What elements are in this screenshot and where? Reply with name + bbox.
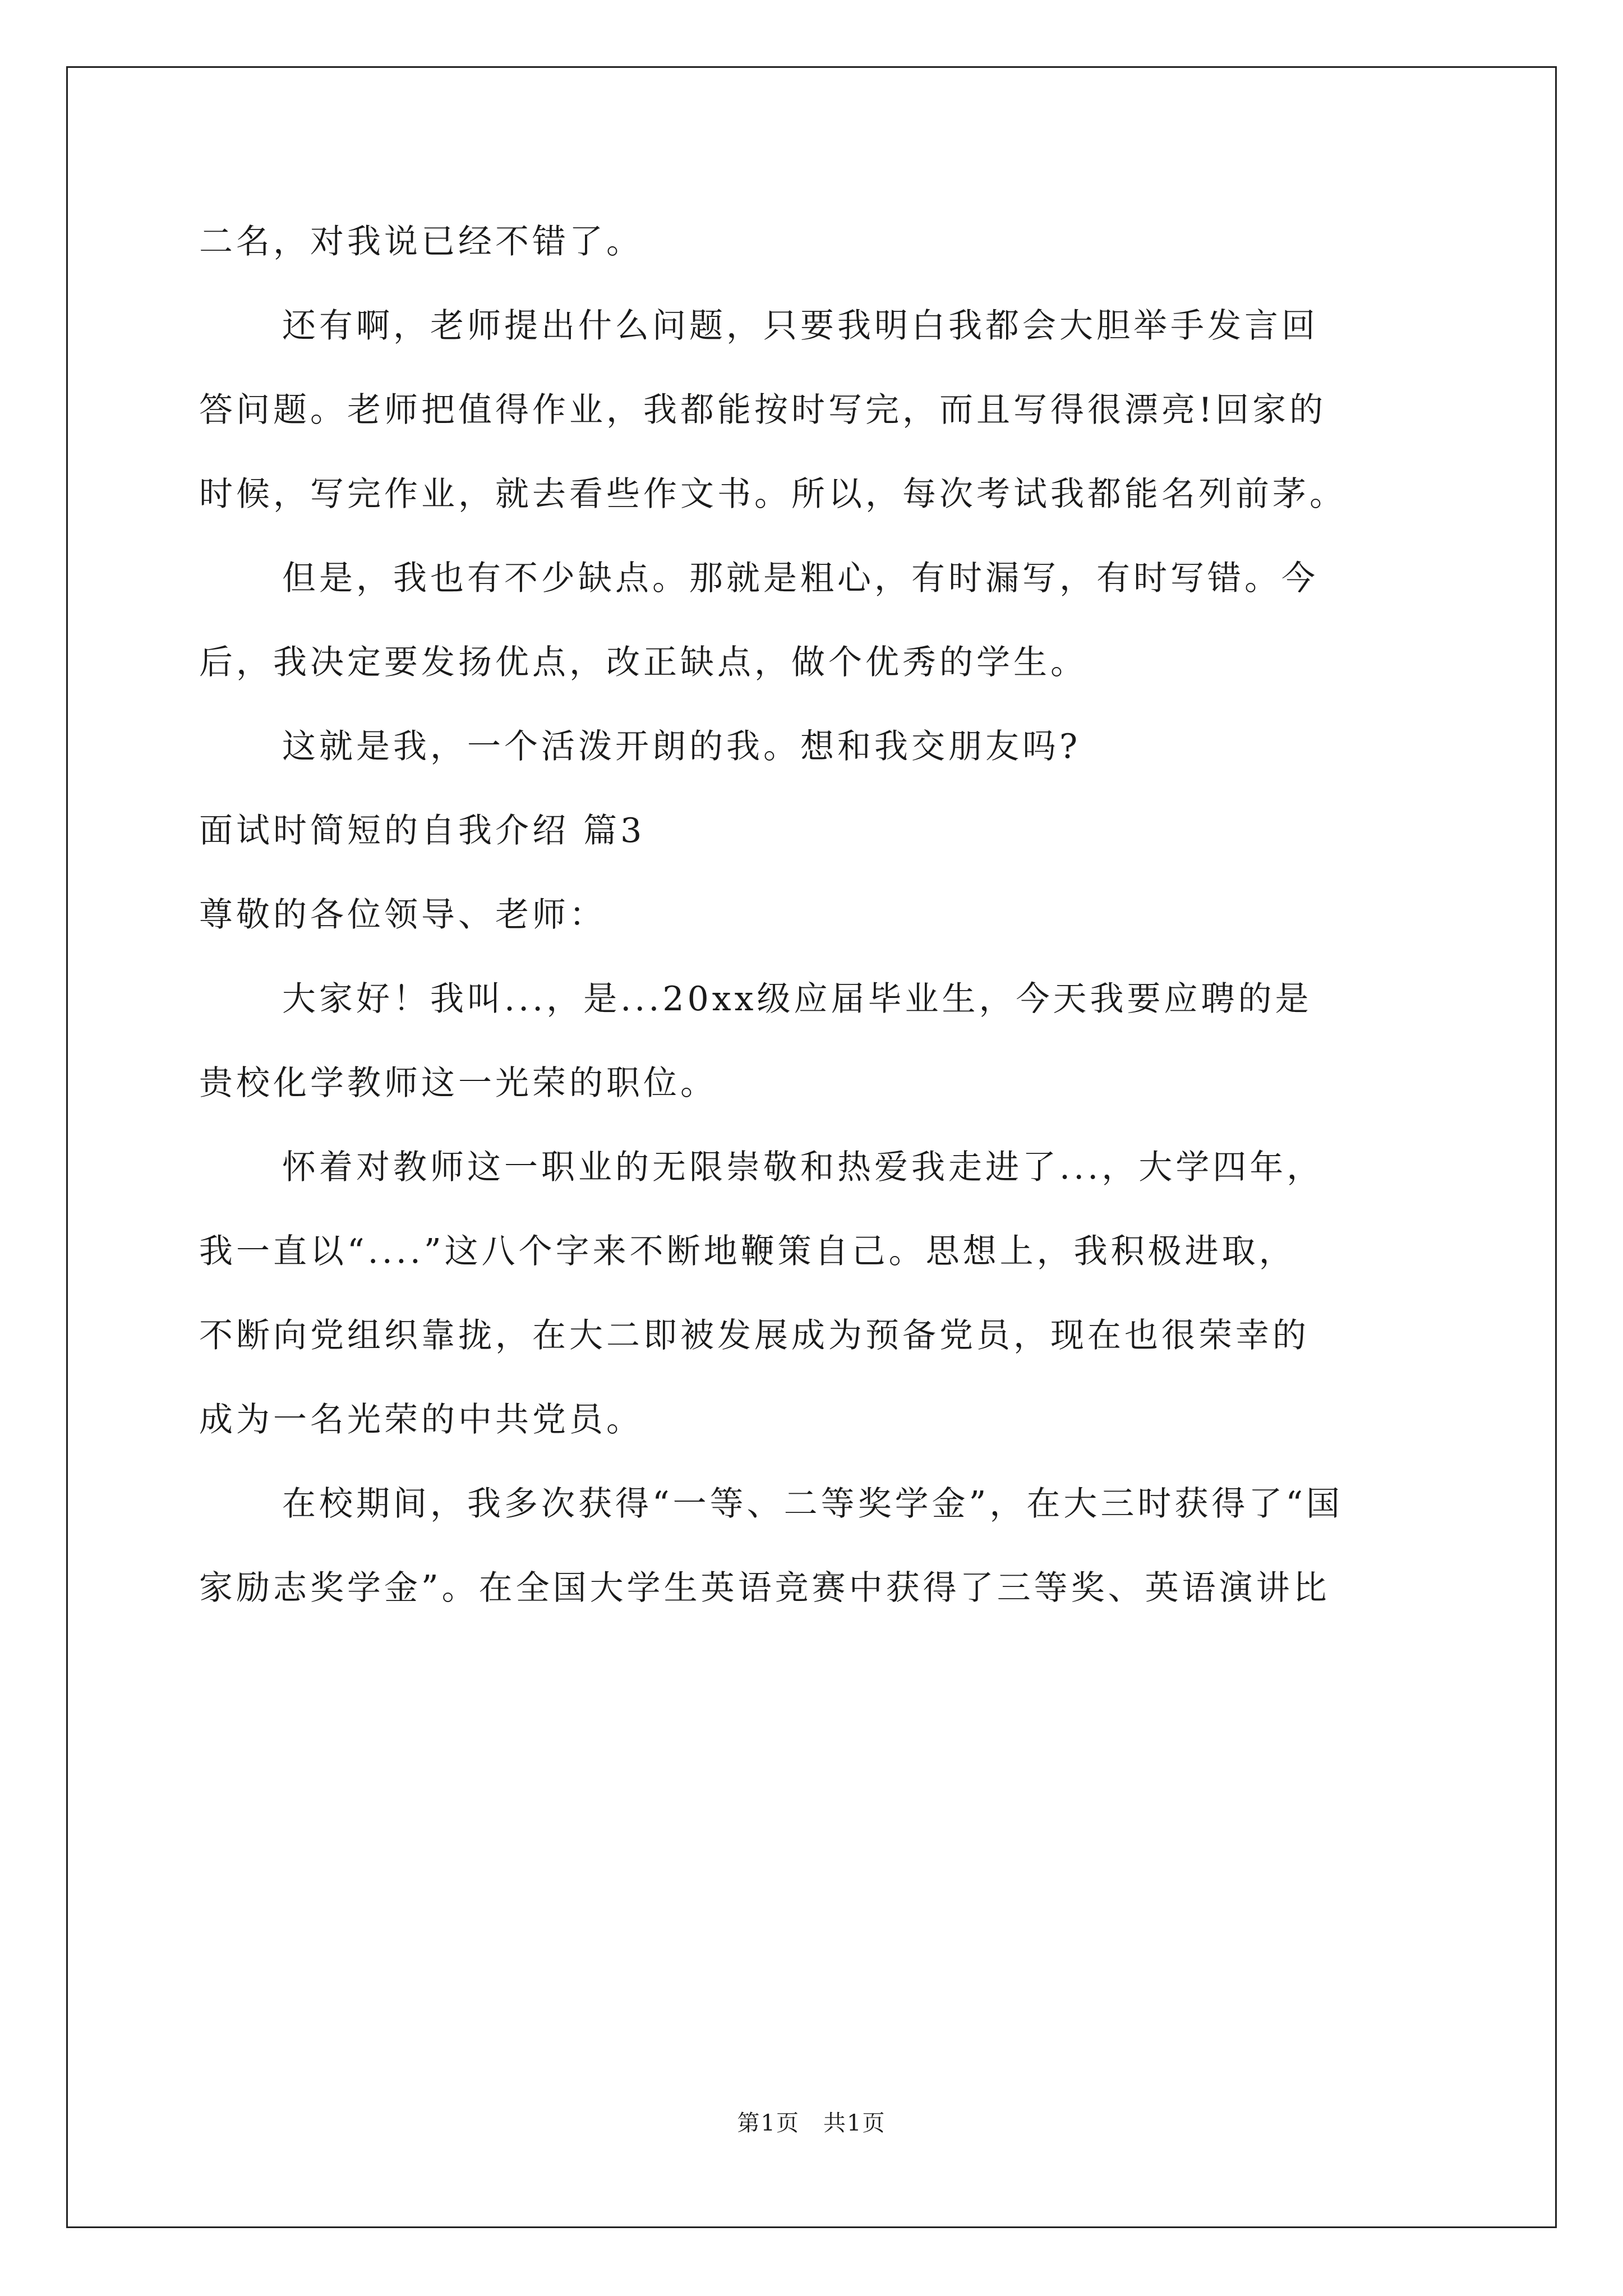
paragraph-1-line-1: 二名，对我说已经不错了。 (199, 222, 643, 261)
paragraph-2-line-2: 答问题。老师把值得作业，我都能按时写完，而且写得很漂亮!回家的 (199, 390, 1327, 430)
paragraph-3-line-2: 后，我决定要发扬优点，改正缺点，做个优秀的学生。 (199, 643, 1087, 682)
section-heading: 面试时简短的自我介绍 篇3 (199, 811, 645, 850)
paragraph-7-line-1: 大家好！我叫...，是...20xx级应届毕业生，今天我要应聘的是 (282, 979, 1312, 1019)
paragraph-7-line-2: 贵校化学教师这一光荣的职位。 (199, 1064, 717, 1103)
paragraph-8-line-1: 怀着对教师这一职业的无限崇敬和热爱我走进了...，大学四年， (282, 1148, 1324, 1187)
paragraph-8-line-2: 我一直以“....”这八个字来不断地鞭策自己。思想上，我积极进取， (199, 1232, 1296, 1271)
page-number-footer: 第1页 共1页 (737, 2110, 886, 2136)
paragraph-2-line-1: 还有啊，老师提出什么问题，只要我明白我都会大胆举手发言回 (282, 306, 1318, 346)
paragraph-3-line-1: 但是，我也有不少缺点。那就是粗心，有时漏写，有时写错。今 (282, 559, 1318, 598)
salutation: 尊敬的各位领导、老师： (199, 895, 606, 935)
paragraph-8-line-4: 成为一名光荣的中共党员。 (199, 1400, 643, 1439)
paragraph-8-line-3: 不断向党组织靠拢，在大二即被发展成为预备党员，现在也很荣幸的 (199, 1316, 1310, 1355)
document-body (199, 200, 1433, 1630)
paragraph-2-line-3: 时候，写完作业，就去看些作文书。所以，每次考试我都能名列前茅。 (199, 475, 1347, 514)
paragraph-9-line-1: 在校期间，我多次获得“一等、二等奖学金”，在大三时获得了“国 (282, 1484, 1344, 1524)
paragraph-4-line-1: 这就是我，一个活泼开朗的我。想和我交朋友吗? (282, 727, 1081, 766)
paragraph-9-line-2: 家励志奖学金”。在全国大学生英语竞赛中获得了三等奖、英语演讲比 (199, 1568, 1330, 1608)
